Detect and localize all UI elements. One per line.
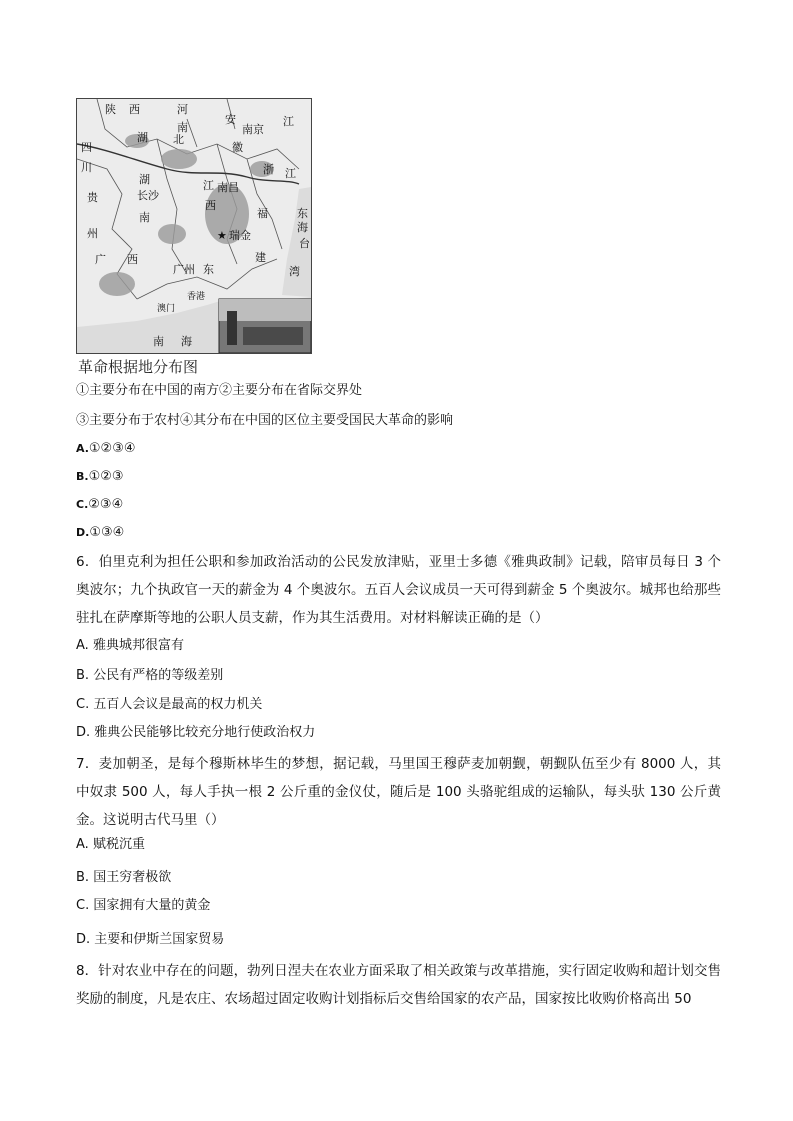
option-label: B. [76,870,90,885]
option-text: 国王穷奢极欲 [93,870,172,885]
map-label-nanchang: 南昌 [217,181,239,194]
map-label-dongsheng: 东 [203,263,214,276]
map-caption: 革命根据地分布图 [78,358,199,376]
q5-option-d [76,524,124,542]
q7-option-b [76,869,171,887]
option-text: ①②③ [88,469,124,484]
map-label-xianggang: 香港 [187,292,206,302]
option-label: D. [76,725,91,740]
map-label-jiangxi-jiang: 江 [203,179,214,192]
option-label: B. [76,668,90,683]
svg-text:★: ★ [217,229,227,242]
question-7-stem: 7．麦加朝圣，是每个穆斯林毕生的梦想，据记载，马里国王穆萨麦加朝觐，朝觐队伍至少有 8000 人，其中奴隶 500 人，每人手执一根 2 公斤重的金仪仗，随后是 100 头骆驼组成的运输队，每头驮 130 公斤黄金。这说明古代马里（） [76,756,721,828]
option-text: ①③④ [89,525,125,540]
q6-option-c [76,696,262,714]
map-label-henan-he: 河 [177,103,188,116]
map-label-shaanxi: 陕 [105,103,116,116]
map-label-hubei-hu: 湖 [137,131,148,144]
map-label-fujian-jian: 建 [255,251,266,264]
option-label: C. [76,498,89,511]
q6-option-b [76,667,223,685]
map-label-hai: 海 [297,221,308,234]
q5-option-b [76,468,124,486]
map-label-nanhai-nan: 南 [153,335,164,348]
option-text: 雅典城邦很富有 [92,638,184,653]
option-label: D. [76,932,91,947]
option-text: 公民有严格的等级差别 [93,668,224,683]
option-label: B. [76,470,89,483]
map-label-hubei-bei: 北 [173,133,184,146]
statement-line-1: ①主要分布在中国的南方②主要分布在省际交界处 [76,383,363,398]
q5-option-a [76,440,136,458]
q6-option-d [76,724,315,742]
option-text: 主要和伊斯兰国家贸易 [94,932,225,947]
map-label-guangxi-guang: 广 [95,253,106,266]
q7-option-d [76,931,224,949]
option-label: C. [76,898,90,913]
statement-line-2: ③主要分布于农村④其分布在中国的区位主要受国民大革命的影响 [76,413,454,428]
map-label-nanhai-hai: 海 [181,335,192,348]
option-text: ②③④ [88,497,124,512]
option-label: A. [76,837,89,852]
map-label-anhui-hui: 徽 [232,141,243,154]
map-label-anhui-an: 安 [225,113,236,126]
map-label-taiwan-wan: 湾 [289,265,300,278]
map-label-ruijin: 瑞金 [229,229,251,242]
q5-option-c [76,496,123,514]
map-label-zhejiang-zhe: 浙 [263,163,274,176]
q7-option-c [76,897,210,915]
map-label-aomen: 澳门 [157,304,176,314]
question-8-stem: 8．针对农业中存在的问题，勃列日涅夫在农业方面采取了相关政策与改革措施，实行固定收购和超计划交售奖励的制度，凡是农庄、农场超过固定收购计划指标后交售给国家的农产品，国家按比收购价格高出 50 [76,963,721,1007]
option-text: 赋税沉重 [92,837,145,852]
option-label: C. [76,697,90,712]
map-label-changsha: 长沙 [137,189,159,202]
map-label-guangzhou: 广州 [173,263,195,276]
map-graphic [77,99,311,353]
q7-option-a [76,836,145,854]
map-label-taiwan-tai: 台 [299,237,310,250]
map-label-jiangsu: 江 [283,115,294,128]
option-label: A. [76,442,89,455]
map-label-guangxi-xi: 西 [127,253,138,266]
map-label-hunan-hu: 湖 [139,173,150,186]
map-label-dong: 东 [297,207,308,220]
map-label-jiangxi-xi: 西 [205,199,216,212]
option-label: D. [76,526,90,539]
map-label-guizhou-zhou: 州 [87,227,98,240]
option-text: 五百人会议是最高的权力机关 [93,697,263,712]
option-text: ①②③④ [88,441,136,456]
map-label-nanjing: 南京 [242,123,264,136]
map-label-zhejiang-jiang: 江 [285,167,296,180]
map-label-sichuan-chuan: 川 [81,161,92,174]
map-label-sichuan-si: 四 [81,141,92,154]
option-text: 国家拥有大量的黄金 [93,898,211,913]
map-label-henan-nan: 南 [177,121,188,134]
option-label: A. [76,638,89,653]
question-6-stem: 6．伯里克利为担任公职和参加政治活动的公民发放津贴，亚里士多德《雅典政制》记载，陪审员每日 3 个奥波尔；九个执政官一天的薪金为 4 个奥波尔。五百人会议成员一天可得到薪金 5 个奥波尔。城邦也给那些驻扎在萨摩斯等地的公职人员支薪，作为其生活费用。对材料解读正确的是（） [76,554,721,626]
revolutionary-base-map [76,98,312,354]
map-label-shaanxi-xi: 西 [129,103,140,116]
map-label-hunan-nan: 南 [139,211,150,224]
map-label-guizhou-gui: 贵 [87,191,98,204]
map-label-fujian-fu: 福 [257,207,268,220]
q6-option-a [76,637,184,655]
option-text: 雅典公民能够比较充分地行使政治权力 [94,725,316,740]
